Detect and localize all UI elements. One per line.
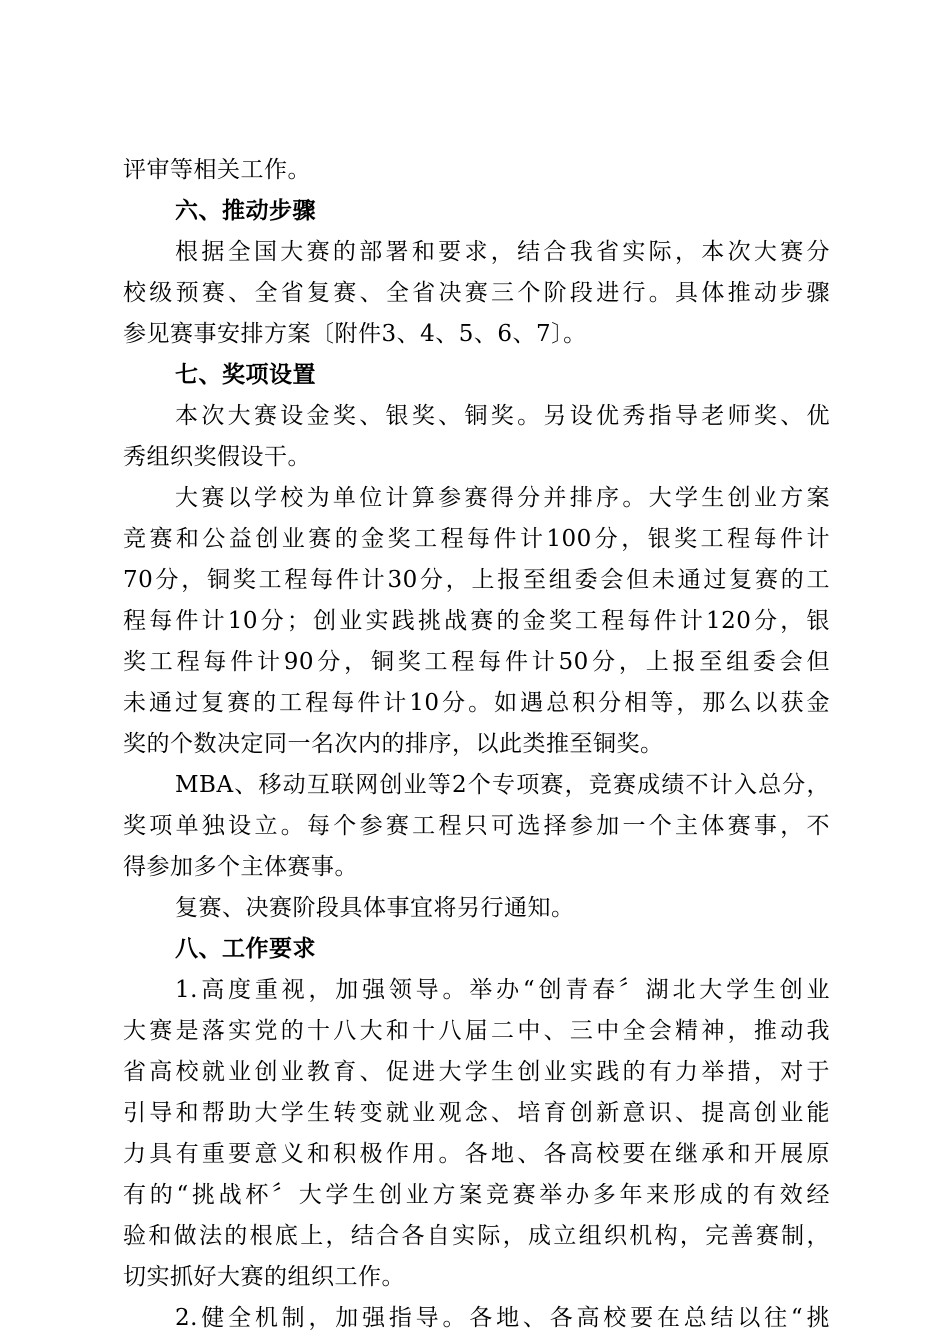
paragraph-line: 程每件计10分；创业实践挑战赛的金奖工程每件计120分，银 [123,608,830,634]
paragraph-line: 奖项单独设立。每个参赛工程只可选择参加一个主体赛事，不 [123,813,830,839]
document-body [123,150,830,1339]
paragraph-line: 大赛以学校为单位计算参赛得分并排序。大学生创业方案 [175,485,830,511]
paragraph-line: 复赛、决赛阶段具体事宜将另行通知。 [175,895,575,921]
paragraph-line: 奖的个数决定同一名次内的排序，以此类推至铜奖。 [123,731,664,757]
paragraph-line: 切实抓好大赛的组织工作。 [123,1264,405,1290]
paragraph-line: 参见赛事安排方案〔附件3、4、5、6、7〕。 [123,321,587,347]
paragraph-line: 验和做法的根底上，结合各自实际，成立组织机构，完善赛制， [123,1223,830,1249]
paragraph-line: 根据全国大赛的部署和要求，结合我省实际，本次大赛分 [175,239,830,265]
paragraph-line: 未通过复赛的工程每件计10分。如遇总积分相等，那么以获金 [123,690,830,716]
section-heading-eight: 八、工作要求 [175,936,316,962]
paragraph-line: 校级预赛、全省复赛、全省决赛三个阶段进行。具体推动步骤 [123,280,830,306]
paragraph-line: 竞赛和公益创业赛的金奖工程每件计100分，银奖工程每件计 [123,526,830,552]
paragraph-line: MBA、移动互联网创业等2个专项赛，竞赛成绩不计入总分， [175,772,830,798]
paragraph-line: 得参加多个主体赛事。 [123,854,358,880]
paragraph-line: 有的“挑战杯〞大学生创业方案竞赛举办多年来形成的有效经 [123,1182,830,1208]
paragraph-line: 大赛是落实党的十八大和十八届二中、三中全会精神，推动我 [123,1018,830,1044]
paragraph-line: 2.健全机制，加强指导。各地、各高校要在总结以往“挑 [175,1305,830,1331]
paragraph-line: 引导和帮助大学生转变就业观念、培育创新意识、提高创业能 [123,1100,830,1126]
paragraph-line: 本次大赛设金奖、银奖、铜奖。另设优秀指导老师奖、优 [175,403,830,429]
paragraph-line: 力具有重要意义和积极作用。各地、各高校要在继承和开展原 [123,1141,830,1167]
section-heading-six: 六、推动步骤 [175,198,316,224]
paragraph-line: 省高校就业创业教育、促进大学生创业实践的有力举措，对于 [123,1059,830,1085]
paragraph-line: 奖工程每件计90分，铜奖工程每件计50分，上报至组委会但 [123,649,830,675]
paragraph-line: 70分，铜奖工程每件计30分，上报至组委会但未通过复赛的工 [123,567,830,593]
paragraph-line: 秀组织奖假设干。 [123,444,311,470]
paragraph-line: 评审等相关工作。 [123,157,311,183]
paragraph-line: 1.高度重视，加强领导。举办“创青春〞湖北大学生创业 [175,977,830,1003]
section-heading-seven: 七、奖项设置 [175,362,316,388]
